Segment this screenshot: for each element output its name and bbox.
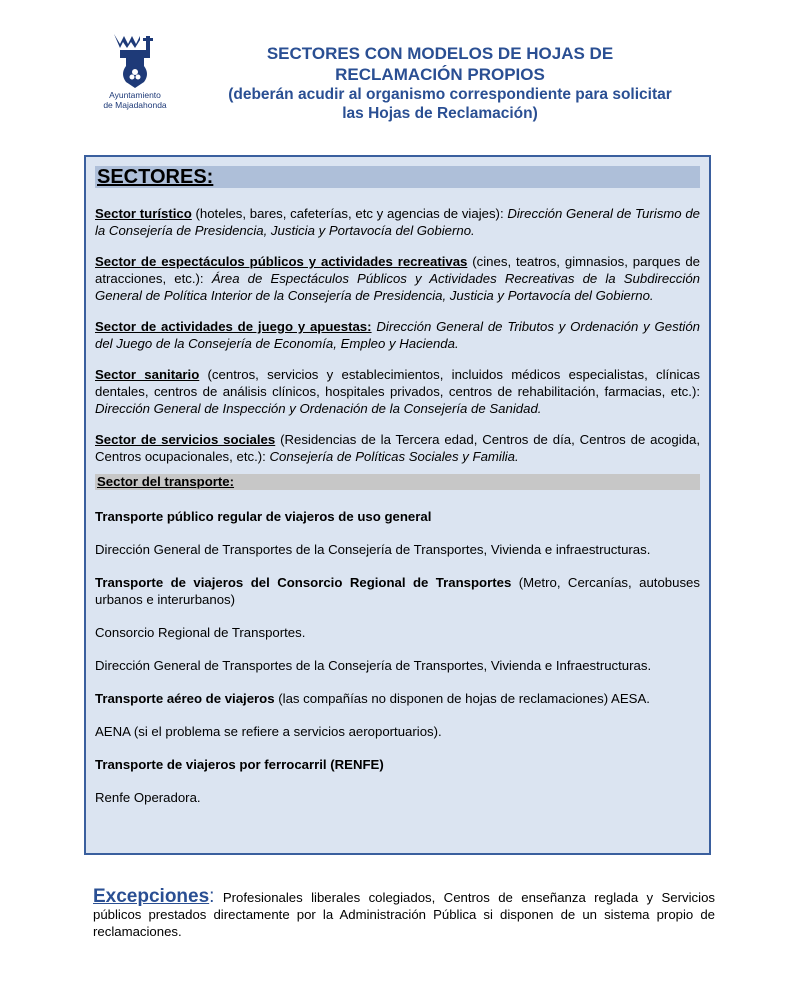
sector-juego: Sector de actividades de juego y apuestas: Dirección General de Tributos y Ordenación y Gestión del Juego de la Consejería de Economía, Empleo y Hacienda. <box>95 319 700 351</box>
transport-consorcio-org1: Consorcio Regional de Transportes. <box>95 625 306 640</box>
logo-line-1: Ayuntamiento <box>109 90 161 100</box>
logo <box>100 30 170 112</box>
logo-text <box>100 90 170 110</box>
transport-renfe-title: Transporte de viajeros por ferrocarril (RENFE) <box>95 757 384 772</box>
sectors-heading: SECTORES: <box>95 166 700 188</box>
transport-publico-title: Transporte público regular de viajeros de uso general <box>95 509 432 524</box>
sector-turistico: Sector turístico (hoteles, bares, cafeterías, etc y agencias de viajes): Dirección General de Turismo de la Consejería de Presidencia, Justicia y Portavocía del Gobierno. <box>95 206 700 238</box>
sector-sociales: Sector de servicios sociales (Residencias de la Tercera edad, Centros de día, Centros de acogida, Centros ocupacionales, etc.): Consejería de Políticas Sociales y Familia. <box>95 432 700 464</box>
transport-consorcio: Transporte de viajeros del Consorcio Regional de Transportes (Metro, Cercanías, autobuses urbanos e interurbanos) <box>95 575 700 607</box>
transport-consorcio-org2: Dirección General de Transportes de la Consejería de Transportes, Vivienda e Infraestructuras. <box>95 658 652 673</box>
page-header <box>180 43 700 123</box>
exceptions-paragraph <box>93 888 715 940</box>
sectors-box <box>84 155 711 855</box>
title-line-1: SECTORES CON MODELOS DE HOJAS DE <box>266 44 614 63</box>
majadahonda-coat-of-arms-icon <box>110 30 160 90</box>
subtitle-line-1: (deberán acudir al organismo correspondiente para solicitar <box>228 86 672 103</box>
transport-aereo: Transporte aéreo de viajeros (las compañías no disponen de hojas de reclamaciones) AESA. <box>95 691 650 706</box>
sector-espectaculos: Sector de espectáculos públicos y actividades recreativas (cines, teatros, gimnasios, parques de atracciones, etc.): Área de Espectáculos Públicos y Actividades Recreativas de la Subdirección General de Política Interior de la Consejería de Presidencia, Justicia y Portavocía del Gobierno. <box>95 254 701 303</box>
transport-renfe-org: Renfe Operadora. <box>95 790 201 805</box>
transport-heading: Sector del transporte: <box>95 474 700 490</box>
transport-publico-org: Dirección General de Transportes de la Consejería de Transportes, Vivienda e infraestructuras. <box>95 542 651 557</box>
title-line-2: RECLAMACIÓN PROPIOS <box>335 65 545 84</box>
exceptions-colon: : <box>209 886 215 907</box>
sector-sanitario: Sector sanitario (centros, servicios y establecimientos, incluidos médicos especialistas, clínicas dentales, centros de análisis clínicos, hospitales privados, centros de rehabilitación, farmacias, etc.): Dirección General de Inspección y Ordenación de la Consejería de Sanidad. <box>95 367 700 416</box>
transport-aereo-org: AENA (si el problema se refiere a servicios aeroportuarios). <box>95 724 442 739</box>
logo-line-2: de Majadahonda <box>103 100 167 110</box>
exceptions-label: Excepciones <box>93 886 210 907</box>
subtitle-line-2: las Hojas de Reclamación) <box>342 105 538 122</box>
exceptions-text: Profesionales liberales colegiados, Centros de enseñanza reglada y Servicios públicos prestados directamente por la Administración Pública si disponen de un sistema propio de reclamaciones. <box>93 890 715 939</box>
